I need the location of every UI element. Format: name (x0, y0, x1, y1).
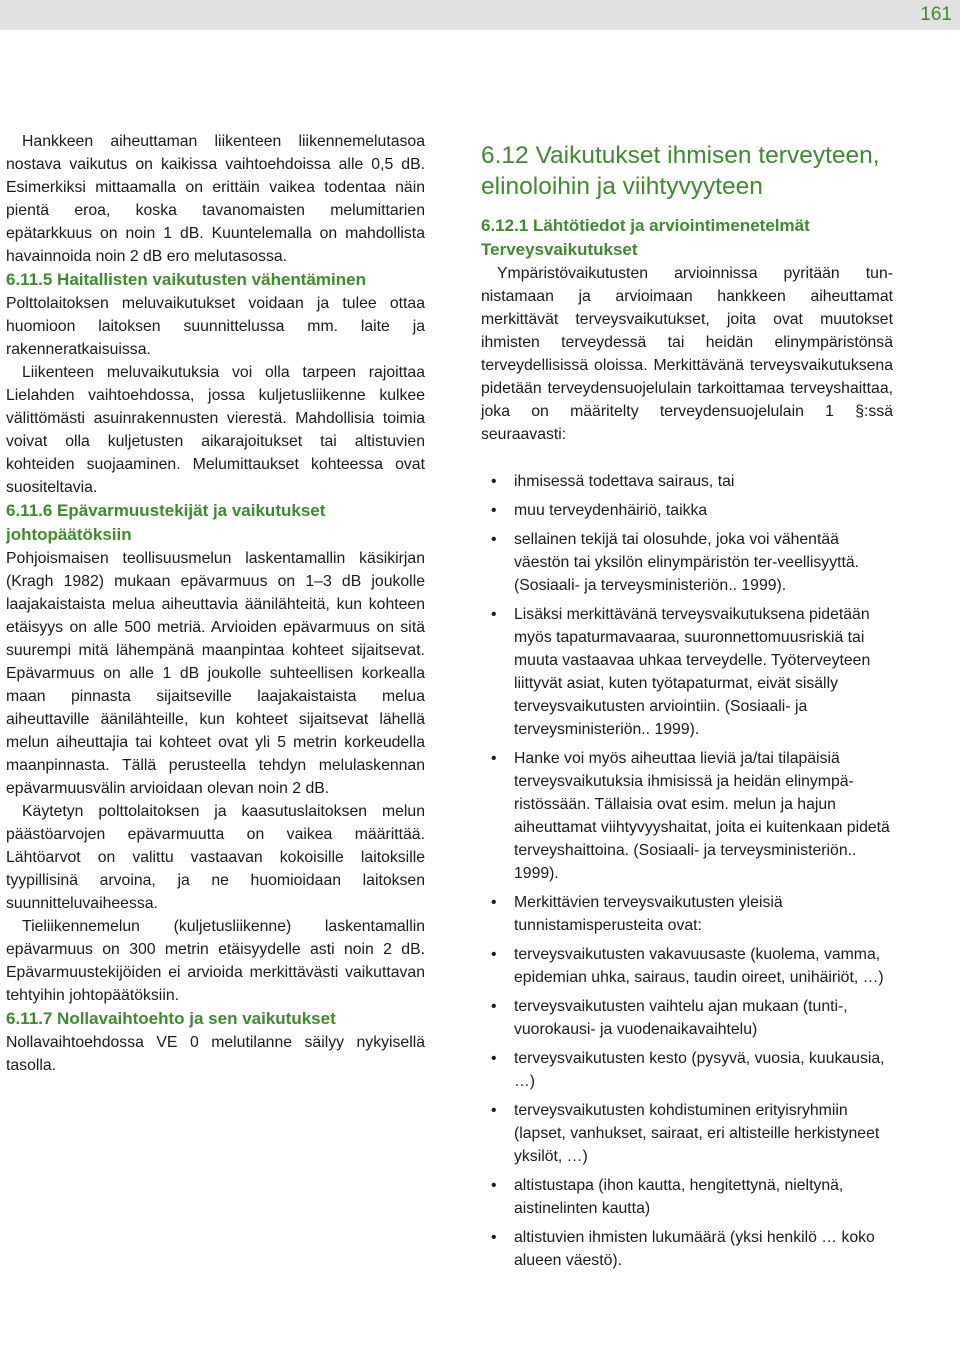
bullet-icon: • (491, 946, 497, 963)
bullet-icon: • (491, 531, 497, 548)
list-item-text: Lisäksi merkittävänä terveysvaikutuksena pidetään myös tapaturmavaaraa, suuronnettomuusriskiä tai muuta vastaavaa uhkaa terveydelle. Työterveyteen liittyvät asiat, kuten työtapaturmat, eivät sisälly terveysvaikutusten arviointiin. (Sosiaali- ja terveysministeriön.. 1999). (514, 606, 871, 738)
paragraph-6-11-5-2: Liikenteen meluvaikutuksia voi olla tarpeen rajoittaa Lielahden vaihtoehdossa, jossa kuljetusliikenne kulkee välittömästi asuinrakennusten vierestä. Mahdollisia toimia voivat olla kuljetusten aikarajoitukset tai altistuvien kohteiden suojaaminen. Melumittaukset kohteessa ovat suositeltavia. (6, 364, 425, 496)
list-item (481, 528, 893, 597)
paragraph-6-11-6-3: Tieliikennemelun (kuljetusliikenne) laskentamallin epävarmuus on 300 metrin etäisyydelle asti noin 2 dB. Epävarmuustekijöiden ei arvioida merkittävästi vaikuttavan tehtyihin johtopäätöksiin. (6, 918, 425, 1004)
list-item-text: Hanke voi myös aiheuttaa lieviä ja/tai tilapäisiä terveysvaikutuksia ihmisissä ja heidän elinympä-ristössään. Tällaisia ovat esim. melun ja hajun aiheuttamat viihtyvyyshaitat, joita ei kuitenkaan pidetä terveyshaittoina. (Sosiaali- ja terveysministeriön.. 1999). (514, 750, 890, 882)
list-item (481, 499, 893, 522)
list-item (481, 1047, 893, 1093)
bullet-icon: • (491, 750, 497, 767)
bullet-icon: • (491, 1102, 497, 1119)
list-item (481, 1099, 893, 1168)
bullet-icon: • (491, 1229, 497, 1246)
bullet-icon: • (491, 894, 497, 911)
section-title-6-12: 6.12 Vaikutukset ihmisen terveyteen, elinoloihin ja viihtyvyyteen (481, 142, 880, 200)
paragraph-6-12-1-1: Ympäristövaikutusten arvioinnissa pyritään tunnistamaan ja arvioimaan hankkeen aiheuttamat merkittävät terveysvaikutukset, joita ovat muutokset ihmisten terveydessä tai heidän elinympäristönsä terveydellisissä oloissa. Merkittävänä terveysvaikutuksena pidetään terveydensuojelulain tarkoittamaa terveyshaittaa, joka on määritelty terveydensuojelulain 1 §:ssä seuraavasti: (481, 265, 893, 443)
bullet-icon: • (491, 1050, 497, 1067)
paragraph-6-11-6-2: Käytetyn polttolaitoksen ja kaasutuslaitoksen melun päästöarvojen epävarmuutta on vaikea määrittää. Lähtöarvot on valittu vastaavan kokoisille laitoksille tyypillisinä arvoina, ja ne huomioidaan laitoksen suunnitteluvaiheessa. (6, 803, 425, 912)
list-item-text: terveysvaikutusten vaihtelu ajan mukaan (tunti-, vuorokausi- ja vuodenaikavaihtelu) (514, 998, 848, 1038)
list-item-text: altistustapa (ihon kautta, hengitettynä, nieltynä, aistinelinten kautta) (514, 1177, 844, 1217)
section-heading-6-12-1: 6.12.1 Lähtötiedot ja arviointimenetelmät Terveysvaikutukset (481, 216, 810, 259)
list-item (481, 1174, 893, 1220)
left-column (6, 130, 425, 1077)
list-item-text: muu terveydenhäiriö, taikka (514, 502, 708, 519)
section-heading-6-11-5: 6.11.5 Haitallisten vaikutusten vähentäminen (6, 270, 366, 289)
list-item (481, 603, 893, 741)
list-item (481, 747, 893, 885)
page-header-bar (0, 0, 960, 30)
intro-paragraph: Hankkeen aiheuttaman liikenteen liikennemelutasoa nostava vaikutus on kaikissa vaihtoehdoissa alle 0,5 dB. Esimerkiksi mittaamalla on erittäin vaikea todentaa näin pientä eroa, koska tavanomaisten melumittarien epätarkkuus on noin 1 dB. Kuuntelemalla on mahdollista havainnoida noin 2 dB ero melutasossa. (6, 133, 425, 265)
bullet-icon: • (491, 998, 497, 1015)
paragraph-6-11-5-1: Polttolaitoksen meluvaikutukset voidaan ja tulee ottaa huomioon laitoksen suunnittelussa mm. laite ja rakenneratkaisuissa. (6, 295, 425, 358)
section-heading-6-11-7: 6.11.7 Nollavaihtoehto ja sen vaikutukset (6, 1009, 336, 1028)
bullet-icon: • (491, 606, 497, 623)
list-item-text: sellainen tekijä tai olosuhde, joka voi vähentää väestön tai yksilön elinympäristön ter-veellisyyttä. (Sosiaali- ja terveysministeriön.. 1999). (514, 531, 860, 594)
list-item-text: terveysvaikutusten kohdistuminen erityisryhmiin (lapset, vanhukset, sairaat, eri altisteille herkistyneet yksilöt, …) (514, 1102, 880, 1165)
list-item (481, 943, 893, 989)
list-item (481, 470, 893, 493)
bullet-icon: • (491, 502, 497, 519)
health-effects-list (481, 470, 893, 1272)
list-item-text: ihmisessä todettava sairaus, tai (514, 473, 735, 490)
bullet-icon: • (491, 473, 497, 490)
right-column (481, 140, 893, 1278)
section-heading-6-11-6: 6.11.6 Epävarmuustekijät ja vaikutukset johtopäätöksiin (6, 501, 326, 544)
paragraph-6-11-6-1: Pohjoismaisen teollisuusmelun laskentamallin käsikirjan (Kragh 1982) mukaan epävarmuus on 1–3 dB joukolle laajakaistaista melua aiheuttavia äänilähteitä, kun kohteen etäisyys on alle 500 metriä. Arvioiden epävarmuus on sitä suurempi mitä lähempänä maanpintaa kohteet sijaitsevat. Epävarmuus on alle 1 dB joukolle suhteellisen korkealla maan pinnasta sijaitseville laajakaistaista melua aiheuttaville äänilähteille, kun kohteet sijaitsevat lähellä melun aiheuttajia tai kohteet ovat yli 5 metrin korkeudella maanpinnasta. Tällä perusteella tehdyn melulaskennan epävarmuusvälin arvioidaan olevan noin 2 dB. (6, 550, 425, 797)
list-item (481, 891, 893, 937)
list-item-text: Merkittävien terveysvaikutusten yleisiä tunnistamisperusteita ovat: (514, 894, 783, 934)
list-item-text: terveysvaikutusten vakavuusaste (kuolema, vamma, epidemian uhka, sairaus, taudin oireet, unihäiriöt, …) (514, 946, 884, 986)
list-item-text: altistuvien ihmisten lukumäärä (yksi henkilö … koko alueen väestö). (514, 1229, 875, 1269)
paragraph-6-11-7-1: Nollavaihtoehdossa VE 0 melutilanne säilyy nykyisellä tasolla. (6, 1034, 425, 1074)
bullet-icon: • (491, 1177, 497, 1194)
list-item (481, 995, 893, 1041)
list-item (481, 1226, 893, 1272)
page-number: 161 (920, 4, 952, 25)
list-item-text: terveysvaikutusten kesto (pysyvä, vuosia, kuukausia, …) (514, 1050, 885, 1090)
